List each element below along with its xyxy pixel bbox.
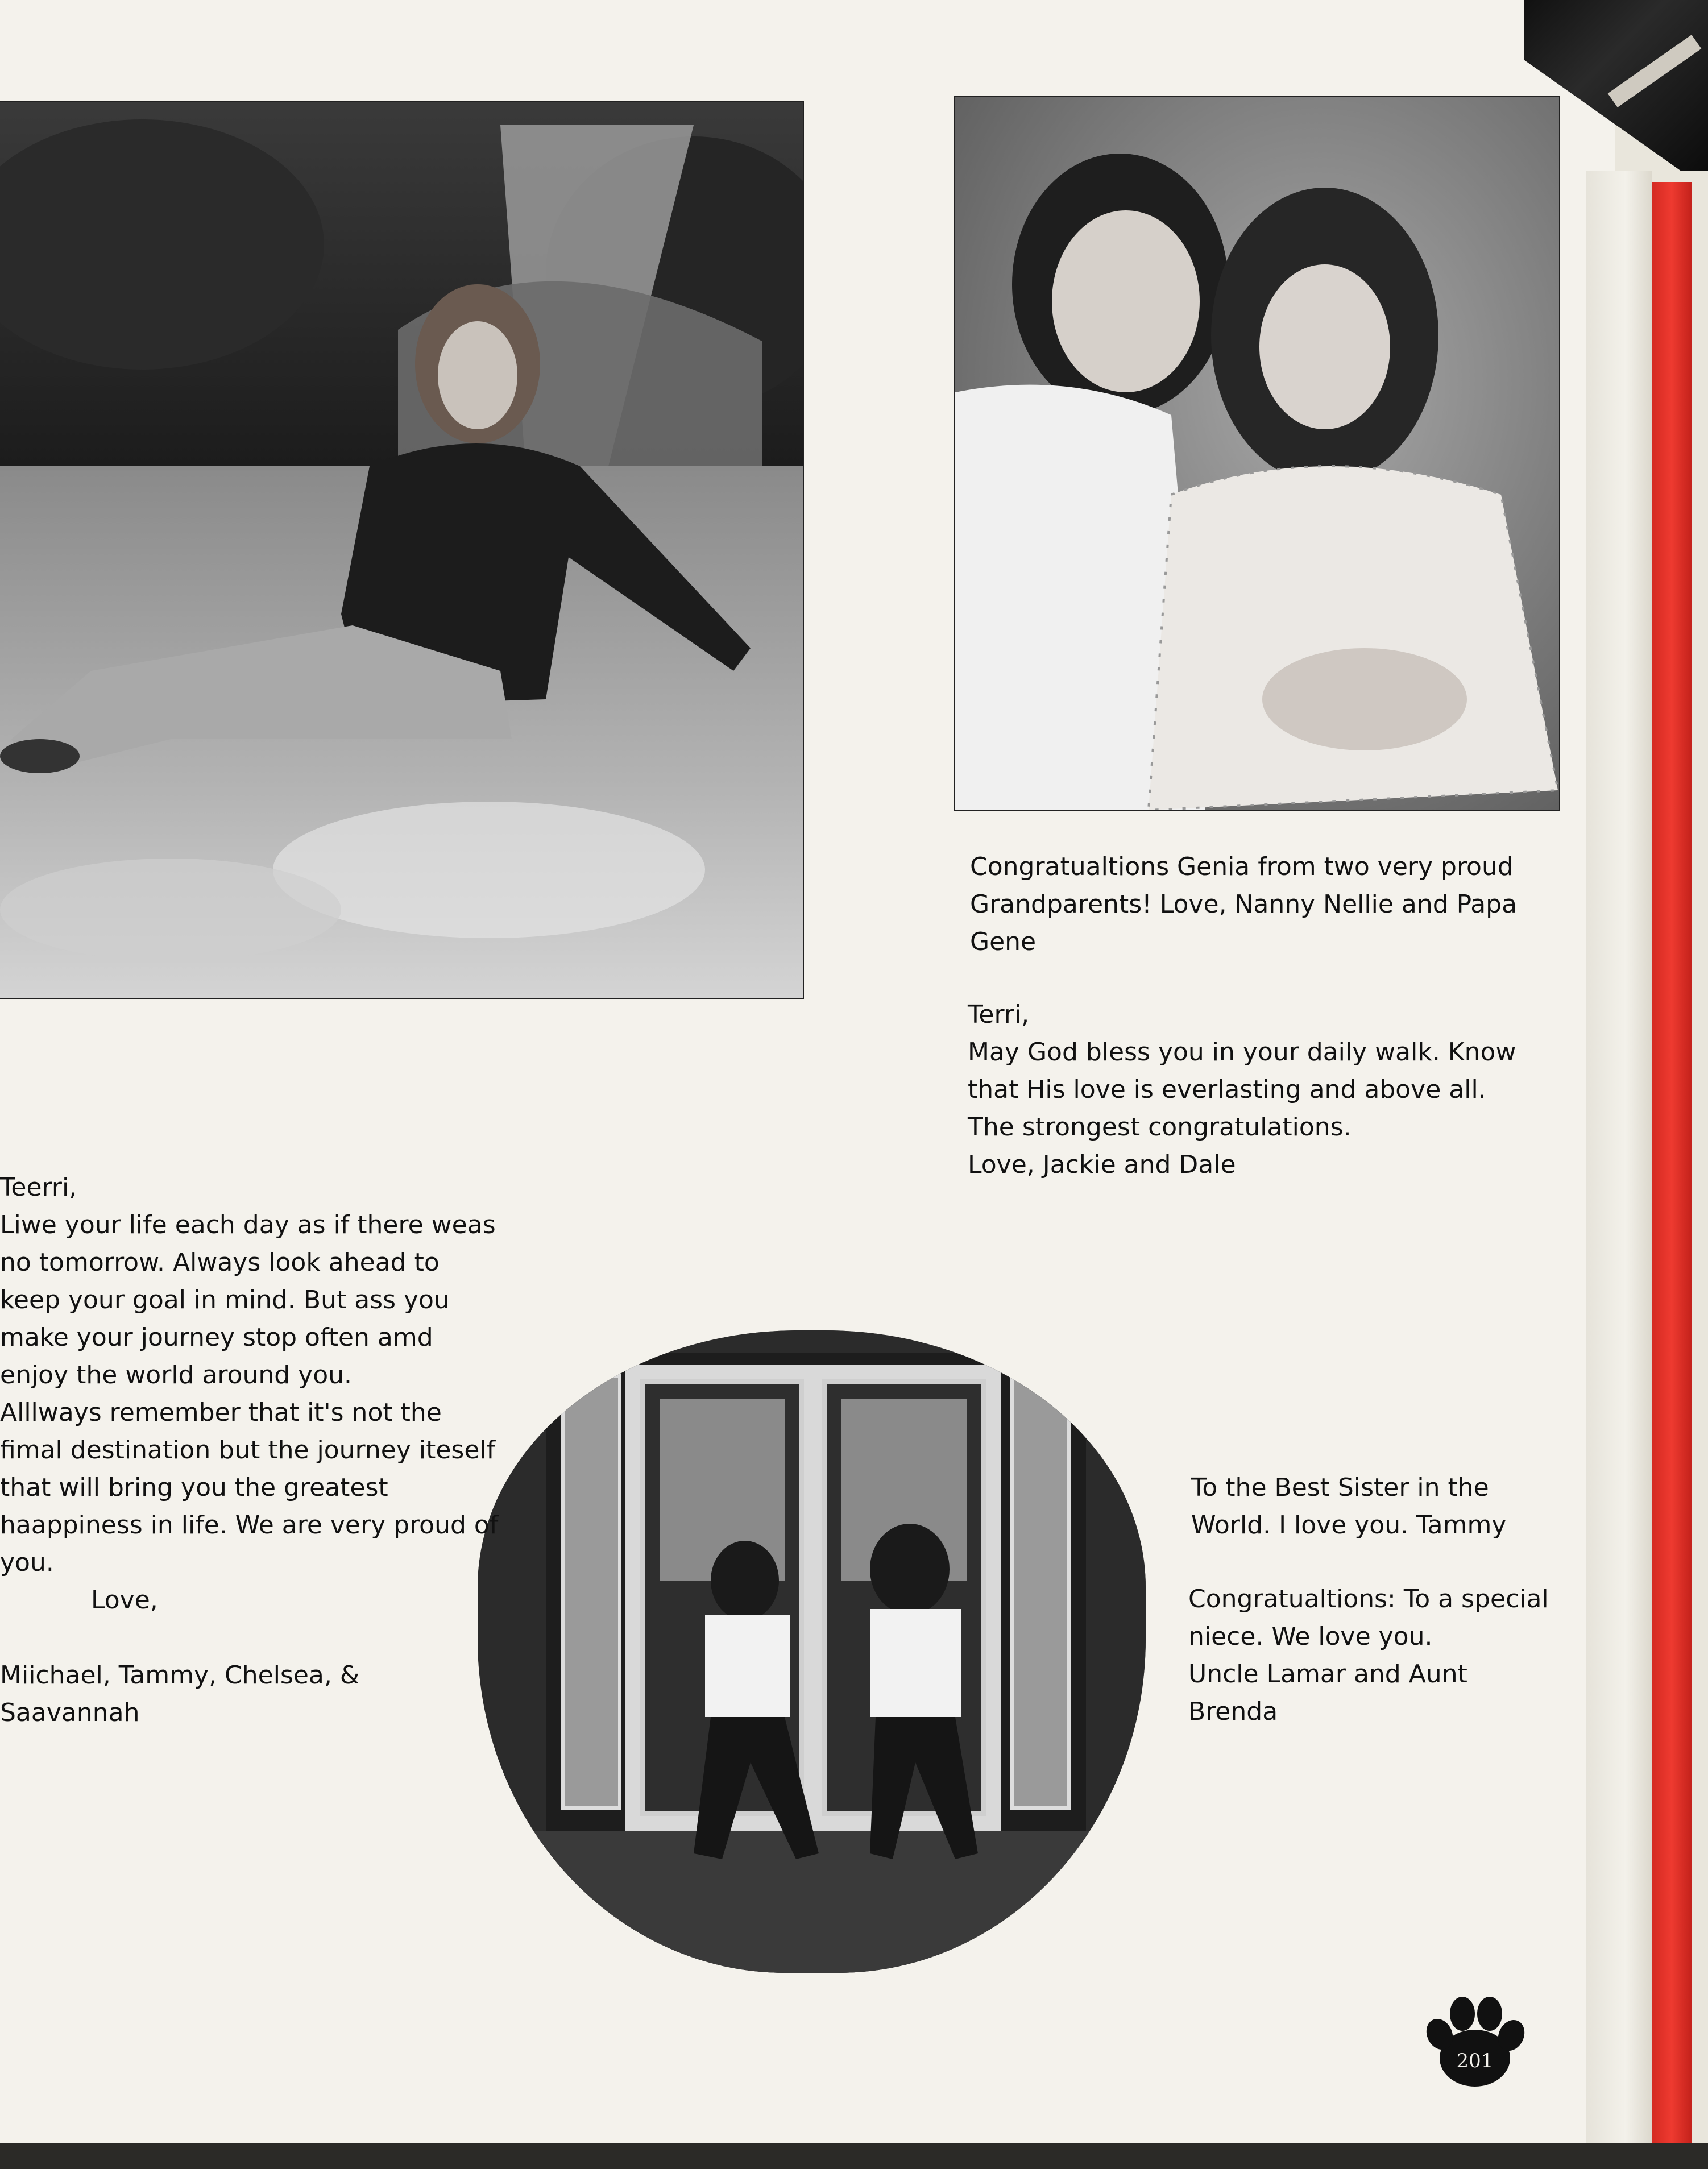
lamar-brenda-message: Congratualtions: To a special niece. We love you. Uncle Lamar and Aunt Brenda xyxy=(1188,1585,1549,1726)
page-number: 201 xyxy=(1456,2050,1494,2072)
michael-family-signature: Miichael, Tammy, Chelsea, & Saavannah xyxy=(0,1661,360,1727)
mother-daughter-photo xyxy=(955,97,1559,810)
tammy-message: To the Best Sister in the World. I love you. Tammy xyxy=(1191,1473,1507,1540)
senior-portrait-photo xyxy=(0,102,803,998)
page-edge xyxy=(1586,171,1652,2169)
paw-print-icon xyxy=(1423,1990,1525,2092)
table-edge xyxy=(0,2143,1708,2169)
binding-stripe xyxy=(1652,182,1692,2169)
michael-family-message xyxy=(0,1131,500,1732)
michael-family-message-body: Teerri, Liwe your life each day as if there weas no tomorrow. Always look ahead to keep your goal in mind. But ass you make your journey stop often amd enjoy the world around you. Alllways remember that it's not the fimal destination but the journey iteself that will bring you the greatest haappiness in life. We are very proud of you. xyxy=(0,1173,499,1577)
grandparents-message: Congratualtions Genia from two very proud Grandparents! Love, Nanny Nellie and Papa Gene xyxy=(970,852,1518,956)
sisters-photo xyxy=(478,1330,1146,1973)
jackie-dale-message: Terri, May God bless you in your daily walk. Know that His love is everlasting and above all. The strongest congratulations. Love, Jackie and Dale xyxy=(968,1000,1516,1179)
michael-family-closing: Love, xyxy=(91,1586,158,1615)
